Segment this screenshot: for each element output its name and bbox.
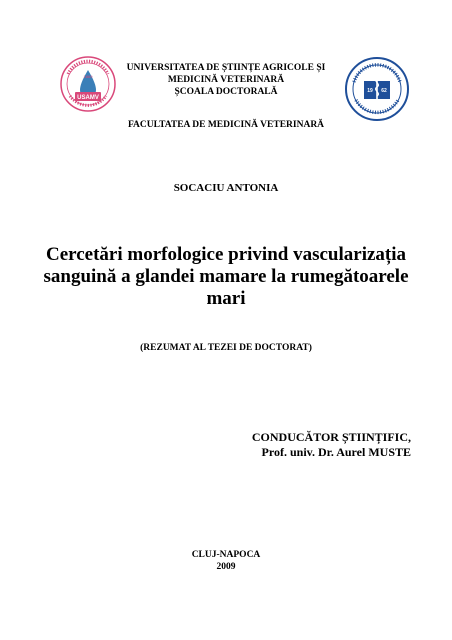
thesis-title-line2: sanguină a glandei mamare la rumegătoarele <box>43 266 409 287</box>
supervisor-block <box>252 430 411 460</box>
thesis-title-line1: Cercetări morfologice privind vascularizația <box>45 244 407 265</box>
faculty-name: FACULTATEA DE MEDICINĂ VETERINARĂ <box>127 120 325 130</box>
university-header <box>100 62 352 98</box>
year: 2009 <box>216 562 236 572</box>
svg-text:1869: 1869 <box>83 74 93 79</box>
doctoral-school: ȘCOALA DOCTORALĂ <box>174 87 278 97</box>
footer-location <box>140 549 312 573</box>
supervisor-name: Prof. univ. Dr. Aurel MUSTE <box>261 445 411 459</box>
usamv-logo-text: USAMV <box>77 95 99 101</box>
fmv-logo <box>344 56 410 122</box>
city: CLUJ-NAPOCA <box>191 550 261 560</box>
university-name-line1: UNIVERSITATEA DE ȘTIINȚE AGRICOLE ȘI <box>126 63 326 73</box>
document-subtitle: (REZUMAT AL TEZEI DE DOCTORAT) <box>140 343 312 353</box>
supervisor-label: CONDUCĂTOR ȘTIINȚIFIC, <box>251 430 411 444</box>
author-name: SOCACIU ANTONIA <box>173 182 279 194</box>
fmv-logo-year-right: 62 <box>381 88 387 94</box>
thesis-title-line3: mari <box>206 288 246 309</box>
thesis-title <box>40 244 412 310</box>
university-name-line2: MEDICINĂ VETERINARĂ <box>167 75 285 85</box>
fmv-logo-year-left: 19 <box>367 88 373 94</box>
fmv-seal-icon <box>344 56 410 122</box>
